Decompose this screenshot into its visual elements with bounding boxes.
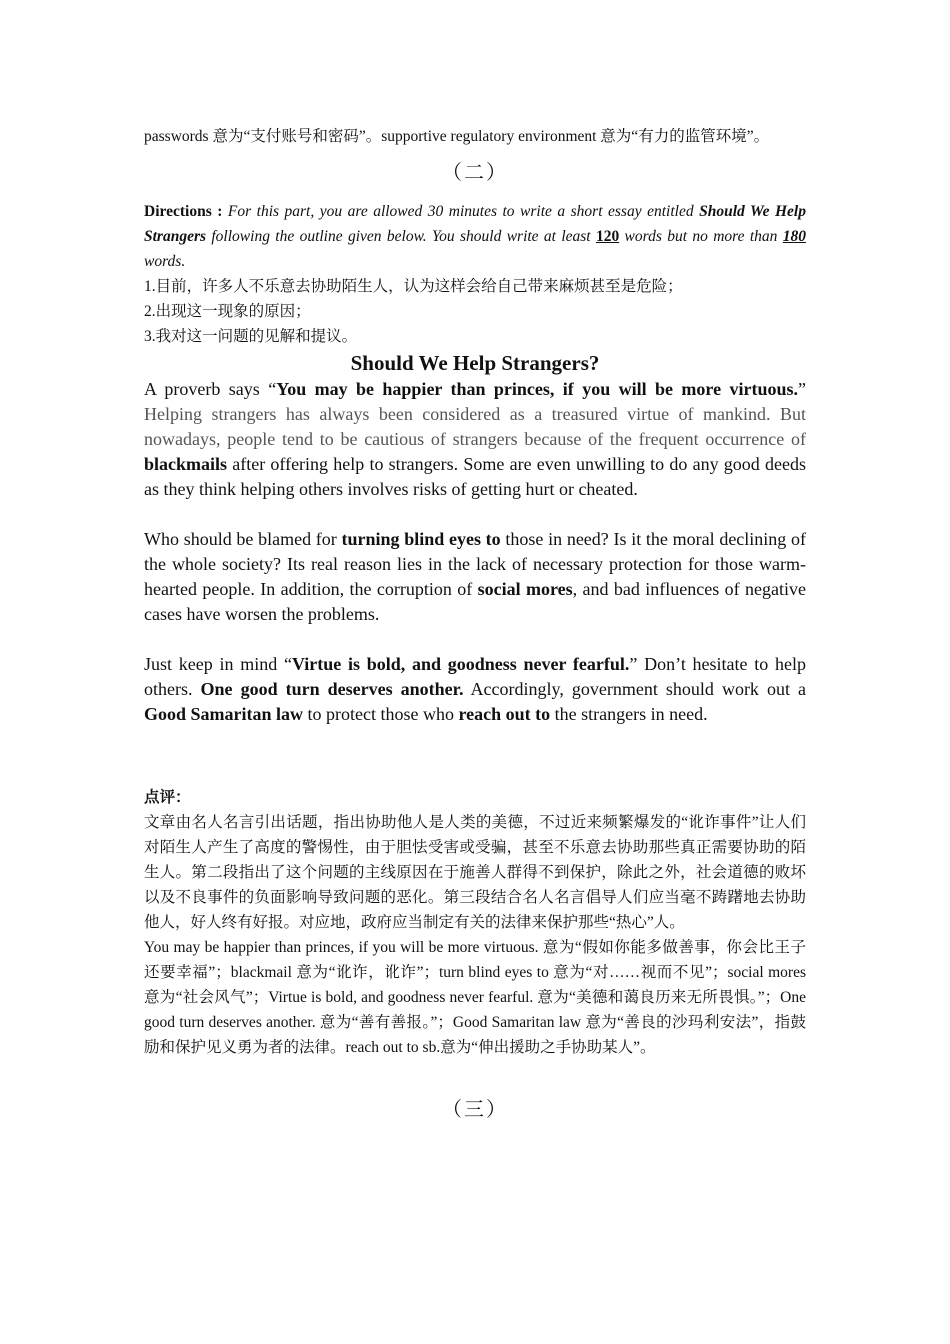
document-page <box>144 124 806 1122</box>
essay-title: Should We Help Strangers? <box>350 351 600 375</box>
p3-keyword-good-turn: One good turn deserves another. <box>200 679 464 699</box>
p3-text-g: to protect those who <box>303 704 459 724</box>
p1-text-d: Helping strangers has always been considered as a treasured virtue of mankind. But nowadays, people tend to be cautious of strangers because of the frequent occurrence of <box>144 404 806 449</box>
p2-keyword-social-mores: social mores <box>477 579 573 599</box>
p3-keyword-reach-out: reach out to <box>458 704 551 724</box>
p1-text-f: after offering help to strangers. Some are even unwilling to do any good deeds as they think helping others involves risks of getting hurt or cheated. <box>144 454 806 499</box>
p2-keyword-blind-eyes: turning blind eyes to <box>341 529 501 549</box>
review-label-text: 点评： <box>144 789 191 806</box>
directions-essay-title: Should We Help Strangers <box>144 203 806 245</box>
intro-paragraph: passwords 意为“支付账号和密码”。supportive regulatory environment 意为“有力的监管环境”。 <box>144 128 770 145</box>
p3-text-a: Just keep in mind “ <box>144 654 292 674</box>
directions-text-2: following the outline given below. You should write at least <box>206 228 596 245</box>
min-words: 120 <box>595 228 620 245</box>
p2-text-a: Who should be blamed for <box>144 529 342 549</box>
p1-quote: You may be happier than princes, if you will be more virtuous. <box>276 379 798 399</box>
p2-text-e: , and bad influences of negative cases have worsen the problems. <box>144 579 806 624</box>
outline-item-3: 3.我对这一问题的见解和提议。 <box>144 328 358 345</box>
p3-quote: Virtue is bold, and goodness never fearful. <box>291 654 630 674</box>
review-paragraph-1: 文章由名人名言引出话题，指出协助他人是人类的美德，不过近来频繁爆发的“讹诈事件”让人们对陌生人产生了高度的警惕性，由于胆怯受害或受骗，甚至不乐意去协助那些真正需要协助的陌生人。第二段指出了这个问题的主线原因在于施善人群得不到保护，除此之外，社会道德的败坏以及不良事件的负面影响导致问题的恶化。第三段结合名人名言倡导人们应当毫不踌躇地去协助他人，好人终有好报。对应地，政府应当制定有关的法律来保护那些“热心”人。 <box>144 814 806 931</box>
p3-text-e: Accordingly, government should work out a <box>463 679 806 699</box>
outline-item-2: 2.出现这一现象的原因； <box>144 303 311 320</box>
section-heading-2: （二） <box>442 162 508 184</box>
outline-item-1: 1.目前，许多人不乐意去协助陌生人，认为这样会给自己带来麻烦甚至是危险； <box>144 278 683 295</box>
essay-paragraph-3 <box>144 652 806 727</box>
p1-keyword-blackmails: blackmails <box>144 454 228 474</box>
directions-text-4: words. <box>144 253 186 270</box>
p3-text-c: ” Don’t hesitate to help others. <box>144 654 807 699</box>
review-paragraph-2: You may be happier than princes, if you will be more virtuous. 意为“假如你能多做善事，你会比王子还要幸福”；blackmail 意为“讹诈，讹诈”；turn blind eyes to 意为“对……视而不见”；social mores 意为“社会风气”；Virtue is bold, and goodness never fearful. 意为“美德和蔼良历来无所畏惧。”；One good turn deserves another. 意为“善有善报。”；Good Samaritan law 意为“善良的沙玛利安法”，指鼓励和保护见义勇为者的法律。reach out to sb.意为“伸出援助之手协助某人”。 <box>144 939 806 1056</box>
max-words: 180 <box>782 228 806 245</box>
directions-label: Directions : <box>144 203 223 220</box>
p1-text-a: A proverb says “ <box>144 379 277 399</box>
essay-paragraph-2 <box>144 527 806 627</box>
section-heading-3: （三） <box>442 1099 508 1121</box>
p3-text-i: the strangers in need. <box>550 704 708 724</box>
essay-paragraph-1 <box>144 377 806 502</box>
directions-text-3: words but no more than <box>619 228 783 245</box>
p2-text-c: those in need? Is it the moral declining of the whole society? Its real reason lies in the lack of necessary protection for those warm-hearted people. In addition, the corruption of <box>144 529 807 599</box>
p3-keyword-samaritan-law: Good Samaritan law <box>144 704 304 724</box>
directions-text-1: For this part, you are allowed 30 minutes to write a short essay entitled <box>222 203 700 220</box>
p1-text-c: ” <box>798 379 806 399</box>
directions-paragraph <box>144 199 806 274</box>
review-label <box>144 785 806 810</box>
